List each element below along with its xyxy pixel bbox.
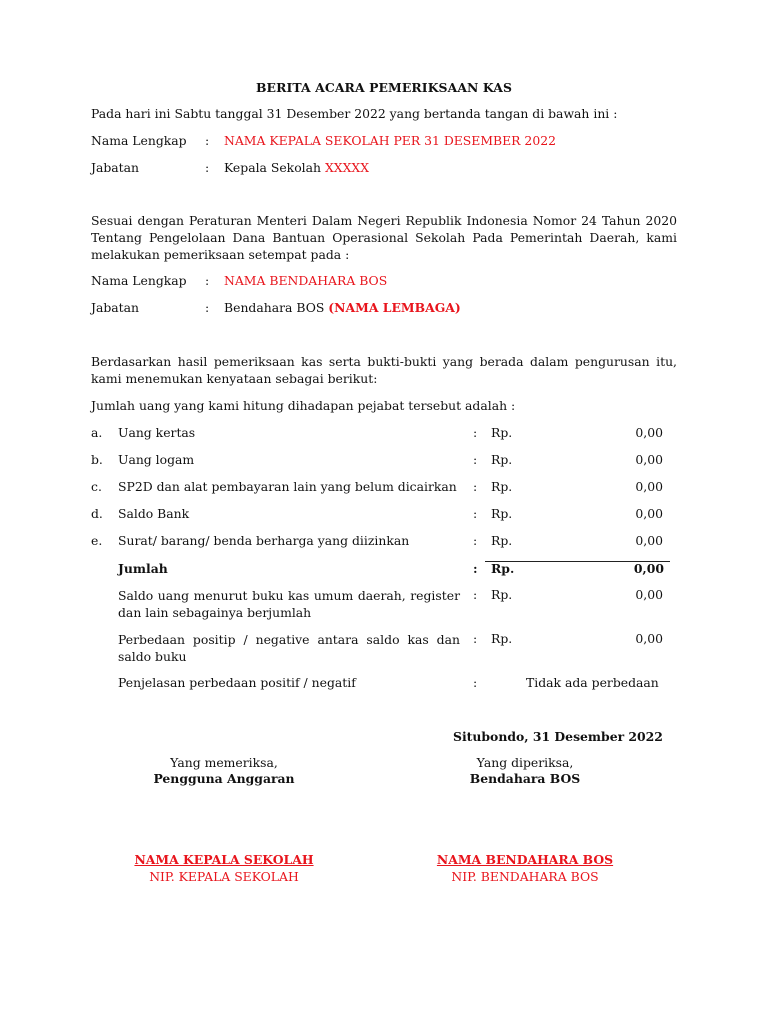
difference-colon: :: [473, 631, 478, 646]
difference-label: Perbedaan positip / negative antara saldo kas dan saldo buku: [118, 632, 460, 664]
item-currency: Rp.: [491, 479, 513, 494]
difference-amount: 0,00: [635, 631, 663, 646]
item-letter: e.: [91, 533, 103, 548]
item-amount: 0,00: [635, 506, 663, 521]
item-colon: :: [473, 506, 478, 521]
item-label: Surat/ barang/ benda berharga yang diizinkan: [118, 533, 410, 548]
explanation-label: Penjelasan perbedaan positif / negatif: [118, 675, 356, 690]
item-colon: :: [473, 452, 478, 467]
left-signature-nip: NIP. KEPALA SEKOLAH: [149, 869, 299, 884]
place-date: Situbondo, 31 Desember 2022: [453, 729, 663, 744]
examinee-position-suffix: (NAMA LEMBAGA): [328, 300, 461, 315]
item-colon: :: [473, 533, 478, 548]
left-signature-caption: Yang memeriksa,: [170, 755, 278, 770]
ledger-balance-colon: :: [473, 587, 478, 602]
explanation-colon: :: [473, 675, 478, 690]
examinee-name-label: Nama Lengkap: [91, 273, 187, 288]
item-currency: Rp.: [491, 452, 513, 467]
item-currency: Rp.: [491, 533, 513, 548]
total-currency: Rp.: [491, 561, 515, 576]
item-amount: 0,00: [635, 479, 663, 494]
right-signature-caption: Yang diperiksa,: [476, 755, 574, 770]
regulation-paragraph: Sesuai dengan Peraturan Menteri Dalam Negeri Republik Indonesia Nomor 24 Tahun 2020 Tentang Pengelolaan Dana Bantuan Operasional Sekolah Pada Pemerintah Daerah, kami melakukan pemeriksaan setempat pada :: [91, 213, 677, 262]
examiner-name-label: Nama Lengkap: [91, 133, 187, 148]
item-amount: 0,00: [635, 452, 663, 467]
explanation-value: Tidak ada perbedaan: [526, 675, 659, 690]
examiner-position-suffix: XXXXX: [324, 160, 370, 175]
examinee-position-colon: :: [205, 300, 210, 315]
document-title: BERITA ACARA PEMERIKSAAN KAS: [255, 80, 513, 95]
right-signature-nip: NIP. BENDAHARA BOS: [451, 869, 599, 884]
examiner-position-value: Kepala Sekolah: [224, 160, 321, 175]
item-letter: c.: [91, 479, 102, 494]
ledger-balance-label: Saldo uang menurut buku kas umum daerah, register dan lain sebagainya berjumlah: [118, 588, 460, 620]
left-signature-name: NAMA KEPALA SEKOLAH: [134, 852, 314, 867]
item-currency: Rp.: [491, 506, 513, 521]
examinee-position: [224, 300, 461, 315]
intro-line: Pada hari ini Sabtu tanggal 31 Desember 2022 yang bertanda tangan di bawah ini :: [91, 106, 618, 121]
count-intro: Jumlah uang yang kami hitung dihadapan pejabat tersebut adalah :: [91, 398, 516, 413]
examiner-position-colon: :: [205, 160, 210, 175]
examiner-position: [224, 160, 369, 175]
item-label: SP2D dan alat pembayaran lain yang belum dicairkan: [118, 479, 457, 494]
item-colon: :: [473, 425, 478, 440]
item-letter: a.: [91, 425, 103, 440]
item-label: Uang logam: [118, 452, 195, 467]
left-signature-role: Pengguna Anggaran: [153, 771, 295, 786]
item-label: Saldo Bank: [118, 506, 190, 521]
examiner-position-label: Jabatan: [91, 160, 140, 175]
difference-currency: Rp.: [491, 631, 513, 646]
right-signature-name: NAMA BENDAHARA BOS: [436, 852, 614, 867]
examiner-name-value: NAMA KEPALA SEKOLAH PER 31 DESEMBER 2022: [224, 133, 556, 148]
item-letter: b.: [91, 452, 103, 467]
ledger-balance-currency: Rp.: [491, 587, 513, 602]
examinee-position-label: Jabatan: [91, 300, 140, 315]
item-label: Uang kertas: [118, 425, 196, 440]
total-colon: :: [473, 561, 478, 576]
examiner-name-colon: :: [205, 133, 210, 148]
item-amount: 0,00: [635, 533, 663, 548]
item-currency: Rp.: [491, 425, 513, 440]
right-signature-role: Bendahara BOS: [469, 771, 581, 786]
ledger-balance-amount: 0,00: [635, 587, 663, 602]
total-amount: 0,00: [633, 561, 664, 576]
findings-paragraph: Berdasarkan hasil pemeriksaan kas serta bukti-bukti yang berada dalam pengurusan itu, kami menemukan kenyataan sebagai berikut:: [91, 354, 677, 386]
item-letter: d.: [91, 506, 103, 521]
examinee-position-value: Bendahara BOS: [224, 300, 325, 315]
item-amount: 0,00: [635, 425, 663, 440]
total-label: Jumlah: [118, 561, 168, 576]
examinee-name-colon: :: [205, 273, 210, 288]
examinee-name-value: NAMA BENDAHARA BOS: [224, 273, 388, 288]
item-colon: :: [473, 479, 478, 494]
